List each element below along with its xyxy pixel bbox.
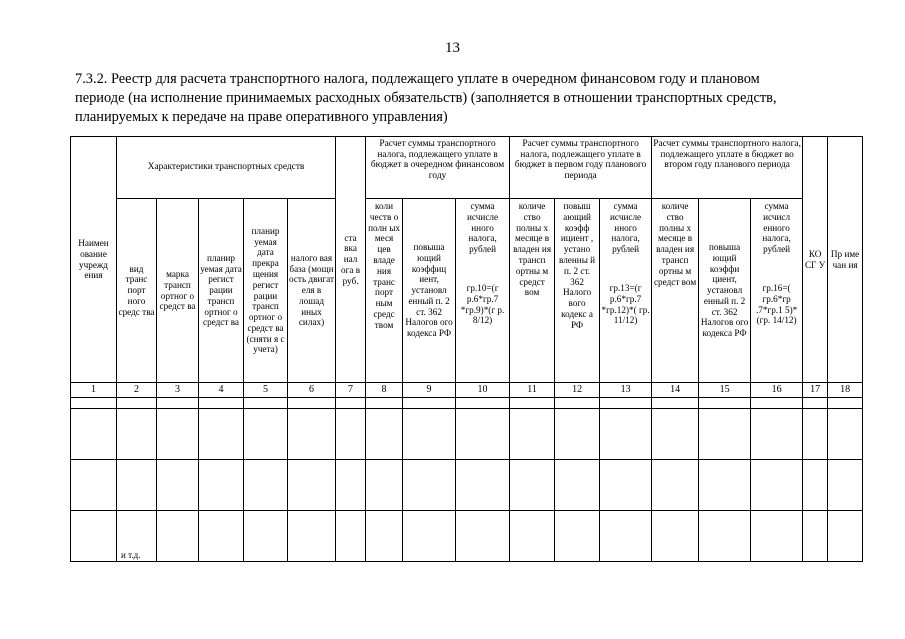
table-cell: [199, 460, 244, 511]
table-cell: [510, 409, 555, 460]
table-cell: [366, 511, 403, 562]
tax-sum-label: сумма исчисле нного налога, рублей: [467, 201, 499, 255]
table-cell: [600, 460, 652, 511]
column-number: 1: [71, 383, 117, 398]
table-cell: [117, 460, 157, 511]
table-cell: [117, 398, 157, 409]
group-header-characteristics: Характеристики транспортных средств: [117, 137, 336, 199]
table-cell: [510, 398, 555, 409]
table-cell: [600, 398, 652, 409]
table-cell: [288, 409, 336, 460]
col-header-notes: Пр име чан ия: [828, 137, 863, 383]
table-cell: [403, 409, 456, 460]
table-cell: [288, 511, 336, 562]
table-cell: [751, 409, 803, 460]
col-header-coefficient-current: повыша ющий коэффиц иент, установл енный п. 2 ст. 362 Налогов ого кодекса РФ: [403, 199, 456, 383]
table-cell: [117, 409, 157, 460]
column-number: 11: [510, 383, 555, 398]
table-cell: [555, 409, 600, 460]
table-cell: [199, 409, 244, 460]
table-cell: [157, 460, 199, 511]
table-cell: [157, 409, 199, 460]
table-cell: [456, 398, 510, 409]
table-cell: [403, 511, 456, 562]
group-header-current-year: Расчет суммы транспортного налога, подлежащего уплате в бюджет в очередном финансовом году: [366, 137, 510, 199]
table-cell: [336, 409, 366, 460]
table-cell: [803, 398, 828, 409]
table-cell: [244, 511, 288, 562]
table-cell: [366, 409, 403, 460]
column-number: 17: [803, 383, 828, 398]
table-cell: [751, 460, 803, 511]
table-cell: [555, 460, 600, 511]
col-header-months-current: коли честв о полн ых меся цев владе ния транс порт ным средс твом: [366, 199, 403, 383]
table-cell: [199, 511, 244, 562]
table-cell: [157, 511, 199, 562]
tax-sum-formula: гр.13=(г р.6*гр.7 *гр.12)*( гр. 11/12): [601, 282, 650, 326]
column-number: 9: [403, 383, 456, 398]
table-cell: [803, 511, 828, 562]
table-cell: [456, 511, 510, 562]
tax-sum-label: сумма исчисл енного налога, рублей: [762, 201, 791, 255]
table-cell: [751, 511, 803, 562]
table-cell: [652, 398, 699, 409]
table-cell: [71, 398, 117, 409]
col-header-tax-sum-first: [600, 199, 652, 383]
group-header-second-plan-year: Расчет суммы транспортного налога, подлежащего уплате в бюджет во втором году планового периода: [652, 137, 803, 199]
table-cell: [244, 409, 288, 460]
heading-line-1: 7.3.2. Реестр для расчета транспортного налога, подлежащего уплате в очередном финансовом году и плановом: [75, 71, 760, 87]
column-number: 18: [828, 383, 863, 398]
col-header-tax-rate: ста вка нал ога в руб.: [336, 137, 366, 383]
table-cell: [456, 460, 510, 511]
heading-line-3: планируемых к передаче на праве оперативного управления): [75, 109, 448, 125]
column-number: 15: [699, 383, 751, 398]
col-header-months-second: количе ство полны х месяце в владен ия трансп ортны м средст вом: [652, 199, 699, 383]
column-header-row: [71, 199, 863, 383]
col-header-tax-base: налого вая база (мощн ость двигат еля в лошад иных силах): [288, 199, 336, 383]
table-cell: [828, 398, 863, 409]
tax-sum-formula: гр.16=( гр.6*гр .7*гр.1 5)*(гр. 14/12): [755, 282, 798, 326]
column-number: 16: [751, 383, 803, 398]
transport-tax-registry-table: [70, 136, 863, 562]
column-number: 2: [117, 383, 157, 398]
empty-data-row: [71, 460, 863, 511]
table-cell: [199, 398, 244, 409]
etc-label: и т.д.: [117, 511, 157, 562]
group-header-first-plan-year: Расчет суммы транспортного налога, подлежащего уплате в бюджет в первом году планового периода: [510, 137, 652, 199]
column-number: 13: [600, 383, 652, 398]
table-cell: [71, 409, 117, 460]
table-cell: [157, 398, 199, 409]
section-heading: [75, 70, 835, 127]
etc-row: [71, 511, 863, 562]
table-cell: [652, 409, 699, 460]
col-header-deregistration-date: планир уемая дата прекра щения регист рации трансп ортног о средст ва (сняти я с учета): [244, 199, 288, 383]
column-number: 12: [555, 383, 600, 398]
table-cell: [555, 511, 600, 562]
table-cell: [71, 460, 117, 511]
table-cell: [510, 460, 555, 511]
heading-line-2: периоде (на исполнение принимаемых расходных обязательств) (заполняется в отношении транспортных средств,: [75, 90, 777, 106]
table-cell: [600, 409, 652, 460]
column-number: 3: [157, 383, 199, 398]
table-cell: [699, 409, 751, 460]
table-cell: [366, 398, 403, 409]
table-cell: [288, 398, 336, 409]
table-cell: [336, 511, 366, 562]
col-header-kosgu: КО СГ У: [803, 137, 828, 383]
table-cell: [828, 511, 863, 562]
table-cell: [828, 460, 863, 511]
column-number: 4: [199, 383, 244, 398]
table-cell: [403, 460, 456, 511]
column-number: 10: [456, 383, 510, 398]
col-header-institution: Наимен ование учрежд ения: [71, 137, 117, 383]
column-number: 7: [336, 383, 366, 398]
column-number: 5: [244, 383, 288, 398]
table-cell: [652, 511, 699, 562]
col-header-coefficient-first: повыш ающий коэфф ициент , устано вленны й п. 2 ст. 362 Налого вого кодекс а РФ: [555, 199, 600, 383]
col-header-tax-sum-second: [751, 199, 803, 383]
col-header-tax-sum-current: [456, 199, 510, 383]
table-cell: [803, 460, 828, 511]
table-cell: [699, 398, 751, 409]
col-header-months-first: количе ство полны х месяце в владен ия трансп ортны м средст вом: [510, 199, 555, 383]
col-header-coefficient-second: повыша ющий коэффи циент, установл енный п. 2 ст. 362 Налогов ого кодекса РФ: [699, 199, 751, 383]
group-header-row: [71, 137, 863, 199]
column-number-row: [71, 383, 863, 398]
table-cell: [244, 398, 288, 409]
table-cell: [403, 398, 456, 409]
col-header-vehicle-type: вид транс порт ного средс тва: [117, 199, 157, 383]
column-number: 14: [652, 383, 699, 398]
table-cell: [336, 460, 366, 511]
table-cell: [803, 409, 828, 460]
table-cell: [828, 409, 863, 460]
tax-sum-label: сумма исчисле нного налога, рублей: [610, 201, 642, 255]
table-cell: [699, 511, 751, 562]
page-number: 13: [445, 40, 460, 56]
empty-data-row: [71, 409, 863, 460]
table-cell: [751, 398, 803, 409]
col-header-registration-date: планир уемая дата регист рации трансп ортног о средст ва: [199, 199, 244, 383]
table-cell: [366, 460, 403, 511]
table-cell: [600, 511, 652, 562]
tax-sum-formula: гр.10=(г р.6*гр.7 *гр.9)*(г р. 8/12): [460, 282, 505, 326]
table-cell: [699, 460, 751, 511]
column-number: 6: [288, 383, 336, 398]
table-cell: [244, 460, 288, 511]
table-cell: [336, 398, 366, 409]
column-number: 8: [366, 383, 403, 398]
table-cell: [288, 460, 336, 511]
table-cell: [555, 398, 600, 409]
col-header-vehicle-brand: марка трансп ортног о средст ва: [157, 199, 199, 383]
empty-data-row: [71, 398, 863, 409]
table-cell: [652, 460, 699, 511]
table-cell: [71, 511, 117, 562]
table-cell: [510, 511, 555, 562]
table-cell: [456, 409, 510, 460]
